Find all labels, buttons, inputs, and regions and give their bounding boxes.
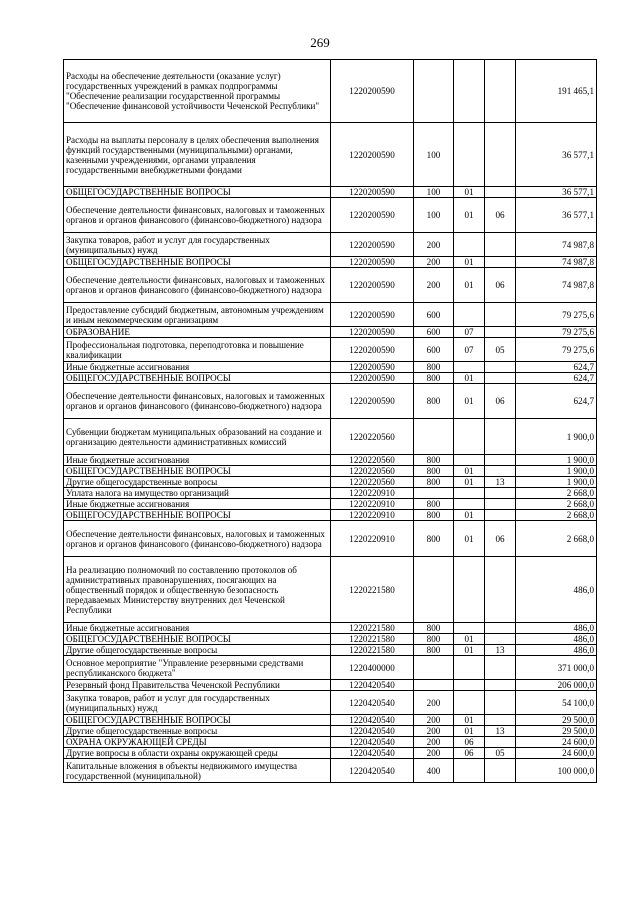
- cell-expense-type: 800: [414, 645, 454, 656]
- cell-amount: 74 987,8: [516, 233, 597, 257]
- cell-amount: 1 900,0: [516, 466, 597, 477]
- budget-table-body: [64, 60, 597, 783]
- cell-description: Расходы на выплаты персоналу в целях обеспечения выполнения функций государственными (муниципальными) органами, казенными учреждениями, органами управления государственными внебюджетными фондами: [64, 123, 331, 187]
- cell-expense-type: 800: [414, 499, 454, 510]
- table-row: [64, 737, 597, 748]
- cell-subsection: [485, 557, 516, 623]
- cell-description: ОБЩЕГОСУДАРСТВЕННЫЕ ВОПРОСЫ: [64, 510, 331, 521]
- cell-description: ОБЩЕГОСУДАРСТВЕННЫЕ ВОПРОСЫ: [64, 373, 331, 384]
- cell-amount: 486,0: [516, 623, 597, 634]
- table-row: [64, 338, 597, 362]
- cell-expense-type: 200: [414, 726, 454, 737]
- cell-subsection: [485, 488, 516, 499]
- cell-expense-type: 200: [414, 268, 454, 303]
- table-row: [64, 327, 597, 338]
- cell-description: Основное мероприятие "Управление резервными средствами республиканского бюджета": [64, 656, 331, 680]
- table-row: [64, 419, 597, 455]
- cell-target-code: 1220200590: [331, 60, 414, 123]
- cell-expense-type: [414, 680, 454, 691]
- table-row: [64, 645, 597, 656]
- table-row: [64, 691, 597, 715]
- cell-description: Другие вопросы в области охраны окружающей среды: [64, 748, 331, 759]
- cell-subsection: [485, 455, 516, 466]
- cell-amount: 79 275,6: [516, 338, 597, 362]
- cell-subsection: 13: [485, 726, 516, 737]
- cell-expense-type: 200: [414, 691, 454, 715]
- cell-subsection: 05: [485, 338, 516, 362]
- cell-subsection: 05: [485, 748, 516, 759]
- cell-description: Другие общегосударственные вопросы: [64, 477, 331, 488]
- table-row: [64, 488, 597, 499]
- cell-section: 01: [454, 726, 485, 737]
- cell-expense-type: 800: [414, 362, 454, 373]
- cell-amount: 624,7: [516, 362, 597, 373]
- cell-subsection: [485, 187, 516, 198]
- cell-expense-type: 100: [414, 187, 454, 198]
- cell-section: 06: [454, 737, 485, 748]
- cell-target-code: 1220200590: [331, 268, 414, 303]
- cell-section: 07: [454, 327, 485, 338]
- table-row: [64, 60, 597, 123]
- cell-description: Субвенции бюджетам муниципальных образований на создание и организацию деятельности административных комиссий: [64, 419, 331, 455]
- cell-section: [454, 488, 485, 499]
- budget-table: [63, 59, 597, 783]
- table-row: [64, 268, 597, 303]
- cell-description: Предоставление субсидий бюджетным, автономным учреждениям и иным некоммерческим организациям: [64, 303, 331, 327]
- cell-amount: 54 100,0: [516, 691, 597, 715]
- cell-expense-type: 200: [414, 257, 454, 268]
- cell-amount: 371 000,0: [516, 656, 597, 680]
- cell-section: [454, 680, 485, 691]
- cell-expense-type: [414, 60, 454, 123]
- cell-section: [454, 60, 485, 123]
- cell-description: Иные бюджетные ассигнования: [64, 362, 331, 373]
- table-row: [64, 634, 597, 645]
- cell-target-code: 1220221580: [331, 634, 414, 645]
- cell-section: 01: [454, 187, 485, 198]
- cell-expense-type: 200: [414, 737, 454, 748]
- cell-target-code: 1220200590: [331, 123, 414, 187]
- cell-description: Закупка товаров, работ и услуг для государственных (муниципальных) нужд: [64, 691, 331, 715]
- cell-section: 07: [454, 338, 485, 362]
- cell-target-code: 1220420540: [331, 691, 414, 715]
- cell-expense-type: 200: [414, 233, 454, 257]
- cell-description: ОБРАЗОВАНИЕ: [64, 327, 331, 338]
- cell-subsection: 06: [485, 268, 516, 303]
- cell-target-code: 1220221580: [331, 623, 414, 634]
- cell-subsection: [485, 499, 516, 510]
- cell-expense-type: 200: [414, 748, 454, 759]
- cell-expense-type: 800: [414, 634, 454, 645]
- cell-section: 01: [454, 384, 485, 419]
- cell-target-code: 1220220910: [331, 521, 414, 557]
- cell-amount: 79 275,6: [516, 303, 597, 327]
- cell-target-code: 1220420540: [331, 737, 414, 748]
- table-row: [64, 187, 597, 198]
- cell-description: Закупка товаров, работ и услуг для государственных (муниципальных) нужд: [64, 233, 331, 257]
- cell-target-code: 1220220910: [331, 488, 414, 499]
- cell-expense-type: 100: [414, 123, 454, 187]
- table-row: [64, 466, 597, 477]
- cell-description: ОБЩЕГОСУДАРСТВЕННЫЕ ВОПРОСЫ: [64, 187, 331, 198]
- cell-section: [454, 303, 485, 327]
- cell-subsection: [485, 303, 516, 327]
- cell-subsection: 06: [485, 198, 516, 233]
- cell-amount: 1 900,0: [516, 419, 597, 455]
- cell-expense-type: 100: [414, 198, 454, 233]
- cell-section: 01: [454, 510, 485, 521]
- cell-section: 01: [454, 521, 485, 557]
- cell-section: 01: [454, 257, 485, 268]
- cell-subsection: [485, 466, 516, 477]
- cell-description: Профессиональная подготовка, переподготовка и повышение квалификации: [64, 338, 331, 362]
- cell-expense-type: 600: [414, 338, 454, 362]
- table-row: [64, 557, 597, 623]
- table-row: [64, 198, 597, 233]
- cell-section: [454, 499, 485, 510]
- cell-section: 01: [454, 373, 485, 384]
- cell-description: ОБЩЕГОСУДАРСТВЕННЫЕ ВОПРОСЫ: [64, 634, 331, 645]
- cell-amount: 2 668,0: [516, 488, 597, 499]
- cell-target-code: 1220220910: [331, 499, 414, 510]
- cell-subsection: 06: [485, 384, 516, 419]
- cell-section: [454, 455, 485, 466]
- cell-section: [454, 759, 485, 783]
- cell-subsection: 06: [485, 521, 516, 557]
- cell-description: ОБЩЕГОСУДАРСТВЕННЫЕ ВОПРОСЫ: [64, 257, 331, 268]
- cell-description: ОБЩЕГОСУДАРСТВЕННЫЕ ВОПРОСЫ: [64, 466, 331, 477]
- cell-target-code: 1220420540: [331, 680, 414, 691]
- cell-target-code: 1220420540: [331, 748, 414, 759]
- table-row: [64, 499, 597, 510]
- cell-description: Резервный фонд Правительства Чеченской Республики: [64, 680, 331, 691]
- cell-description: ОХРАНА ОКРУЖАЮЩЕЙ СРЕДЫ: [64, 737, 331, 748]
- cell-subsection: 13: [485, 477, 516, 488]
- cell-target-code: 1220400000: [331, 656, 414, 680]
- cell-target-code: 1220200590: [331, 187, 414, 198]
- cell-section: [454, 123, 485, 187]
- cell-section: [454, 233, 485, 257]
- cell-description: Расходы на обеспечение деятельности (оказание услуг) государственных учреждений в рамках подпрограммы "Обеспечение реализации государственной программы "Обеспечение финансовой устойчивости Чеченской Республики": [64, 60, 331, 123]
- cell-target-code: 1220221580: [331, 645, 414, 656]
- cell-amount: 24 600,0: [516, 737, 597, 748]
- cell-amount: 2 668,0: [516, 521, 597, 557]
- cell-target-code: 1220220910: [331, 510, 414, 521]
- cell-expense-type: 600: [414, 327, 454, 338]
- cell-target-code: 1220220560: [331, 477, 414, 488]
- cell-expense-type: 800: [414, 466, 454, 477]
- cell-expense-type: 800: [414, 510, 454, 521]
- cell-section: 01: [454, 198, 485, 233]
- cell-target-code: 1220200590: [331, 373, 414, 384]
- cell-subsection: [485, 362, 516, 373]
- table-row: [64, 384, 597, 419]
- cell-section: [454, 691, 485, 715]
- cell-section: [454, 362, 485, 373]
- cell-expense-type: [414, 488, 454, 499]
- cell-description: Другие общегосударственные вопросы: [64, 726, 331, 737]
- cell-expense-type: [414, 419, 454, 455]
- cell-section: [454, 557, 485, 623]
- cell-subsection: [485, 715, 516, 726]
- cell-target-code: 1220200590: [331, 257, 414, 268]
- cell-amount: 206 000,0: [516, 680, 597, 691]
- cell-expense-type: 800: [414, 455, 454, 466]
- cell-amount: 24 600,0: [516, 748, 597, 759]
- cell-subsection: [485, 327, 516, 338]
- cell-expense-type: 800: [414, 384, 454, 419]
- cell-amount: 486,0: [516, 557, 597, 623]
- cell-subsection: 13: [485, 645, 516, 656]
- cell-subsection: [485, 60, 516, 123]
- cell-subsection: [485, 680, 516, 691]
- table-row: [64, 623, 597, 634]
- cell-subsection: [485, 656, 516, 680]
- cell-description: Уплата налога на имущество организаций: [64, 488, 331, 499]
- cell-subsection: [485, 623, 516, 634]
- table-row: [64, 748, 597, 759]
- cell-target-code: 1220200590: [331, 362, 414, 373]
- cell-target-code: 1220420540: [331, 715, 414, 726]
- cell-target-code: 1220200590: [331, 338, 414, 362]
- cell-description: Обеспечение деятельности финансовых, налоговых и таможенных органов и органов финансового (финансово-бюджетного) надзора: [64, 198, 331, 233]
- cell-expense-type: [414, 656, 454, 680]
- cell-amount: 29 500,0: [516, 715, 597, 726]
- cell-description: Иные бюджетные ассигнования: [64, 499, 331, 510]
- cell-amount: 74 987,8: [516, 257, 597, 268]
- table-row: [64, 477, 597, 488]
- cell-description: Обеспечение деятельности финансовых, налоговых и таможенных органов и органов финансового (финансово-бюджетного) надзора: [64, 268, 331, 303]
- table-row: [64, 303, 597, 327]
- table-row: [64, 726, 597, 737]
- cell-amount: 624,7: [516, 384, 597, 419]
- cell-subsection: [485, 123, 516, 187]
- table-row: [64, 257, 597, 268]
- table-row: [64, 759, 597, 783]
- cell-description: Капитальные вложения в объекты недвижимого имущества государственной (муниципальной): [64, 759, 331, 783]
- cell-amount: 36 577,1: [516, 198, 597, 233]
- cell-subsection: [485, 257, 516, 268]
- cell-description: Обеспечение деятельности финансовых, налоговых и таможенных органов и органов финансового (финансово-бюджетного) надзора: [64, 521, 331, 557]
- cell-subsection: [485, 233, 516, 257]
- cell-amount: 191 465,1: [516, 60, 597, 123]
- cell-target-code: 1220220560: [331, 419, 414, 455]
- cell-expense-type: 800: [414, 521, 454, 557]
- cell-description: Иные бюджетные ассигнования: [64, 455, 331, 466]
- cell-target-code: 1220420540: [331, 726, 414, 737]
- table-row: [64, 680, 597, 691]
- table-row: [64, 656, 597, 680]
- cell-section: 01: [454, 715, 485, 726]
- cell-description: Другие общегосударственные вопросы: [64, 645, 331, 656]
- cell-amount: 36 577,1: [516, 187, 597, 198]
- table-row: [64, 715, 597, 726]
- cell-target-code: 1220220560: [331, 455, 414, 466]
- page-number: 269: [310, 35, 330, 50]
- cell-section: [454, 623, 485, 634]
- cell-amount: 2 668,0: [516, 510, 597, 521]
- cell-amount: 29 500,0: [516, 726, 597, 737]
- cell-amount: 1 900,0: [516, 477, 597, 488]
- cell-amount: 486,0: [516, 645, 597, 656]
- cell-amount: 74 987,8: [516, 268, 597, 303]
- cell-subsection: [485, 759, 516, 783]
- cell-expense-type: 200: [414, 715, 454, 726]
- cell-description: Иные бюджетные ассигнования: [64, 623, 331, 634]
- table-row: [64, 373, 597, 384]
- cell-section: 06: [454, 748, 485, 759]
- table-row: [64, 362, 597, 373]
- table-row: [64, 455, 597, 466]
- cell-amount: 1 900,0: [516, 455, 597, 466]
- cell-target-code: 1220220560: [331, 466, 414, 477]
- cell-subsection: [485, 419, 516, 455]
- cell-subsection: [485, 691, 516, 715]
- cell-target-code: 1220200590: [331, 327, 414, 338]
- cell-amount: 624,7: [516, 373, 597, 384]
- cell-section: 01: [454, 466, 485, 477]
- cell-section: [454, 419, 485, 455]
- cell-amount: 486,0: [516, 634, 597, 645]
- table-row: [64, 510, 597, 521]
- cell-expense-type: 600: [414, 303, 454, 327]
- cell-section: 01: [454, 634, 485, 645]
- cell-target-code: 1220200590: [331, 233, 414, 257]
- cell-section: 01: [454, 477, 485, 488]
- cell-description: Обеспечение деятельности финансовых, налоговых и таможенных органов и органов финансового (финансово-бюджетного) надзора: [64, 384, 331, 419]
- table-row: [64, 521, 597, 557]
- cell-section: [454, 656, 485, 680]
- cell-expense-type: 400: [414, 759, 454, 783]
- cell-target-code: 1220200590: [331, 303, 414, 327]
- cell-expense-type: 800: [414, 477, 454, 488]
- cell-subsection: [485, 634, 516, 645]
- cell-subsection: [485, 737, 516, 748]
- cell-subsection: [485, 510, 516, 521]
- table-row: [64, 233, 597, 257]
- cell-amount: 100 000,0: [516, 759, 597, 783]
- cell-expense-type: 800: [414, 623, 454, 634]
- cell-target-code: 1220221580: [331, 557, 414, 623]
- cell-target-code: 1220200590: [331, 384, 414, 419]
- cell-amount: 36 577,1: [516, 123, 597, 187]
- cell-expense-type: 800: [414, 373, 454, 384]
- cell-section: 01: [454, 645, 485, 656]
- cell-subsection: [485, 373, 516, 384]
- cell-target-code: 1220420540: [331, 759, 414, 783]
- cell-target-code: 1220200590: [331, 198, 414, 233]
- table-row: [64, 123, 597, 187]
- cell-amount: 79 275,6: [516, 327, 597, 338]
- cell-section: 01: [454, 268, 485, 303]
- cell-description: На реализацию полномочий по составлению протоколов об административных правонарушениях, посягающих на общественный порядок и общественную безопасность передаваемых Министерству внутренних дел Чеченской Республики: [64, 557, 331, 623]
- cell-expense-type: [414, 557, 454, 623]
- cell-description: ОБЩЕГОСУДАРСТВЕННЫЕ ВОПРОСЫ: [64, 715, 331, 726]
- cell-amount: 2 668,0: [516, 499, 597, 510]
